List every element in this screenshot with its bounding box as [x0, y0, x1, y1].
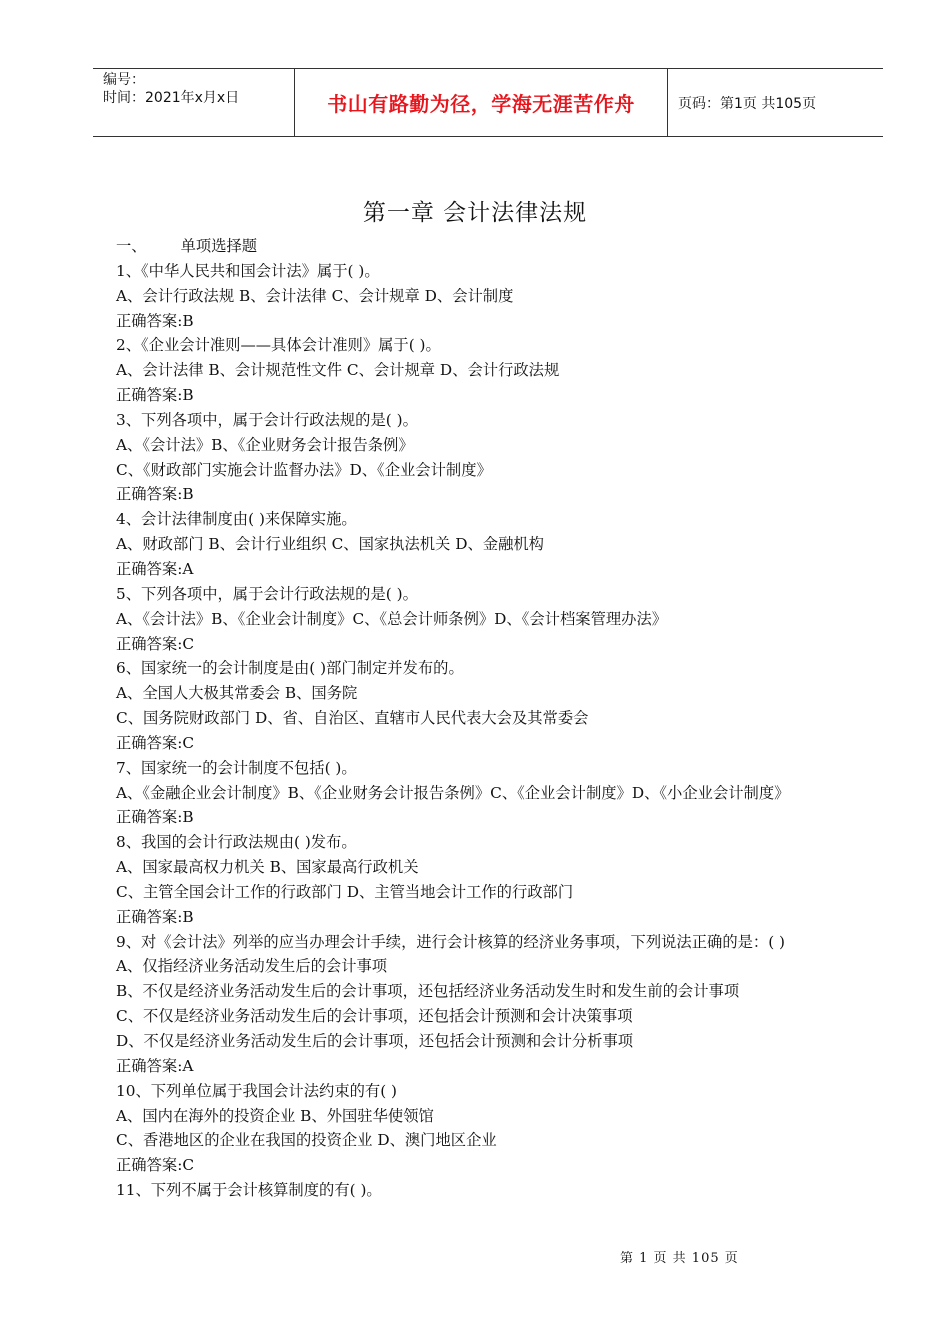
document-line: B、不仅是经济业务活动发生后的会计事项，还包括经济业务活动发生时和发生前的会计事项: [116, 982, 740, 1001]
answer-line: 正确答案:B: [116, 311, 194, 330]
document-line: A、国内在海外的投资企业 B、外国驻华使领馆: [116, 1106, 434, 1125]
motto: 书山有路勤为径，学海无涯苦作舟: [327, 92, 635, 116]
page-info: 页码：第1页 共105页: [678, 95, 817, 112]
document-line: C、国务院财政部门 D、省、自治区、直辖市人民代表大会及其常委会: [116, 709, 589, 728]
page-footer: 第 1 页 共 105 页: [620, 1251, 739, 1266]
document-line: 3、下列各项中，属于会计行政法规的是( )。: [116, 410, 418, 429]
document-line: 1、《中华人民共和国会计法》属于( )。: [116, 261, 380, 280]
document-line: A、财政部门 B、会计行业组织 C、国家执法机关 D、金融机构: [116, 535, 544, 554]
document-line: D、不仅是经济业务活动发生后的会计事项，还包括会计预测和会计分析事项: [116, 1032, 634, 1050]
document-line: 7、国家统一的会计制度不包括( )。: [116, 758, 357, 777]
document-line: C、主管全国会计工作的行政部门 D、主管当地会计工作的行政部门: [116, 882, 574, 901]
answer-line: 正确答案:C: [116, 1156, 195, 1175]
document-line: A、《会计法》B、《企业财务会计报告条例》: [116, 435, 414, 454]
answer-line: 正确答案:C: [116, 733, 195, 752]
answer-line: 正确答案:C: [116, 634, 195, 653]
section-title: 单项选择题: [180, 237, 258, 255]
document-line: 2、《企业会计准则——具体会计准则》属于( )。: [116, 336, 441, 355]
document-line: A、《会计法》B、《企业会计制度》C、《总会计师条例》D、《会计档案管理办法》: [116, 609, 668, 628]
document-line: A、会计行政法规 B、会计法律 C、会计规章 D、会计制度: [116, 286, 514, 305]
header-table: [93, 68, 883, 137]
document-line: A、国家最高权力机关 B、国家最高行政机关: [116, 858, 419, 877]
document-line: 9、对《会计法》列举的应当办理会计手续，进行会计核算的经济业务事项，下列说法正确的是：( ): [116, 932, 786, 951]
chapter-title: 第一章 会计法律法规: [362, 200, 588, 226]
section-index: 一、: [116, 237, 147, 255]
answer-line: 正确答案:B: [116, 907, 194, 926]
header-meta-cell: [93, 69, 295, 136]
document-line: 11、下列不属于会计核算制度的有( )。: [116, 1181, 382, 1200]
time-label: 时间：2021年x月x日: [103, 90, 240, 106]
document-line: A、会计法律 B、会计规范性文件 C、会计规章 D、会计行政法规: [116, 361, 560, 380]
document-line: A、《金融企业会计制度》B、《企业财务会计报告条例》C、《企业会计制度》D、《小企业会计制度》: [116, 783, 790, 802]
document-line: 5、下列各项中，属于会计行政法规的是( )。: [116, 584, 418, 603]
document-line: 4、会计法律制度由( )来保障实施。: [116, 510, 357, 529]
document-body: [116, 234, 856, 1203]
answer-line: 正确答案:B: [116, 808, 194, 827]
document-line: A、仅指经济业务活动发生后的会计事项: [116, 957, 388, 976]
document-line: C、不仅是经济业务活动发生后的会计事项，还包括会计预测和会计决策事项: [116, 1007, 633, 1026]
number-label: 编号：: [103, 72, 145, 88]
motto-cell: [295, 69, 668, 136]
page-info-cell: [668, 69, 883, 136]
document-line: C、香港地区的企业在我国的投资企业 D、澳门地区企业: [116, 1131, 497, 1150]
document-line: 10、下列单位属于我国会计法约束的有( ): [116, 1081, 398, 1100]
answer-line: 正确答案:B: [116, 386, 194, 405]
answer-line: 正确答案:B: [116, 485, 194, 504]
document-line: C、《财政部门实施会计监督办法》D、《企业会计制度》: [116, 460, 492, 479]
answer-line: 正确答案:A: [116, 1056, 194, 1075]
question-list: [116, 259, 856, 1203]
document-line: 6、国家统一的会计制度是由( )部门制定并发布的。: [116, 659, 464, 678]
document-line: 8、我国的会计行政法规由( )发布。: [116, 833, 357, 852]
answer-line: 正确答案:A: [116, 559, 194, 578]
section-heading: [116, 234, 856, 259]
document-line: A、全国人大极其常委会 B、国务院: [116, 684, 358, 703]
